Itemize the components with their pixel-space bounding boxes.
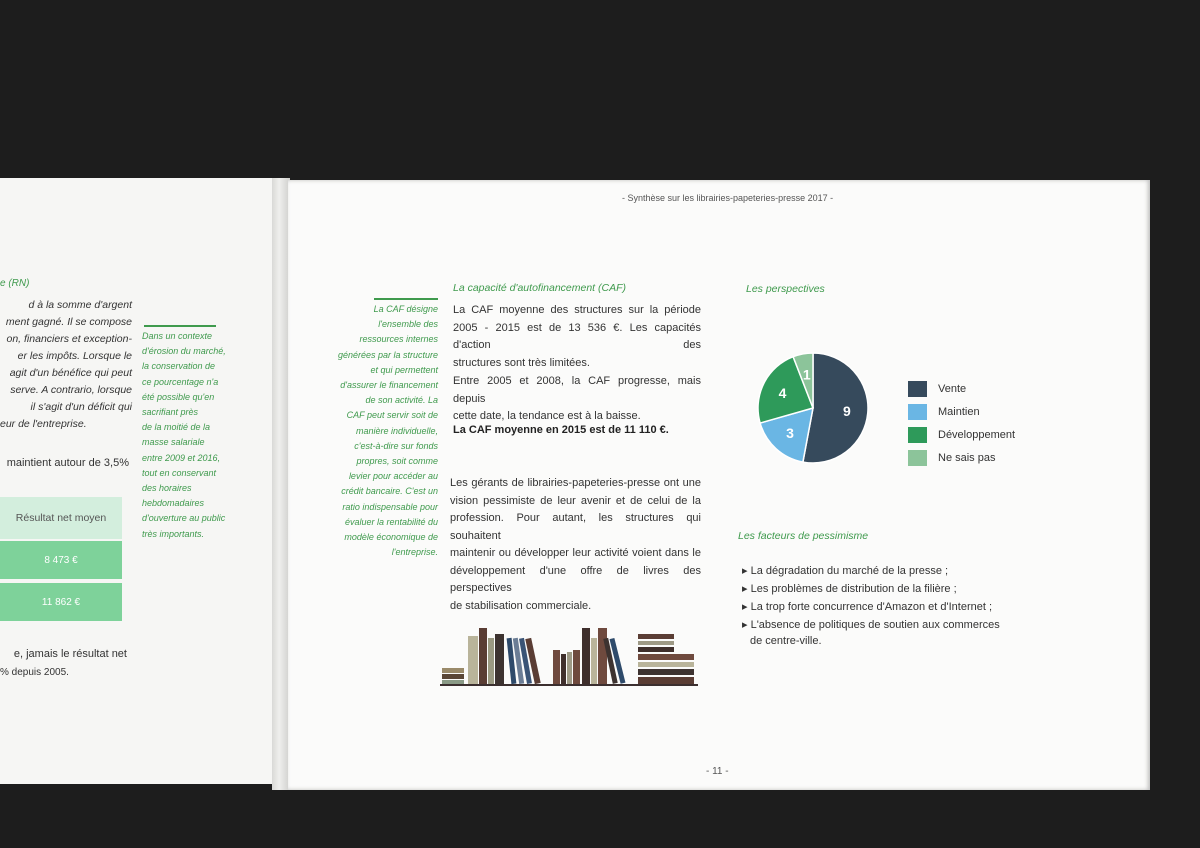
pessimisme-item-continuation: de centre-ville. [750, 635, 822, 647]
pessimisme-item-text: La dégradation du marché de la presse ; [750, 565, 949, 577]
left-maintient-line: maintient autour de 3,5% [6, 457, 129, 469]
caf-p1-line: La CAF moyenne des structures sur la période [453, 304, 701, 316]
caf-note-line: levier pour accéder au [348, 471, 438, 482]
perspectives-title: Les perspectives [746, 283, 825, 295]
margin-note-line: Dans un contexte [142, 331, 213, 341]
pessimisme-item [742, 618, 1000, 631]
caf-bold-statement: La CAF moyenne en 2015 est de 11 110 €. [453, 424, 669, 436]
margin-note-line: des horaires [142, 483, 192, 494]
caf-p3-line: de stabilisation commerciale. [450, 599, 592, 612]
caf-note-line: d'assurer le financement [340, 380, 438, 391]
caf-p2-line: cette date, la tendance est à la baisse. [453, 410, 641, 422]
result-table [0, 497, 122, 621]
margin-note-line: de la moitié de la [142, 422, 211, 433]
caf-title: La capacité d'autofinancement (CAF) [453, 282, 627, 294]
caf-note-line: et qui permettent [370, 364, 438, 375]
caf-p1-line: 2005 - 2015 est de 13 536 €. Les capacités d'action des [453, 321, 701, 351]
caf-paragraph-1 [453, 302, 701, 372]
caf-note-line: ratio indispensable pour [342, 501, 438, 512]
left-text-line: on, financiers et exception- [6, 333, 132, 345]
caf-note-line: crédit bancaire. C'est un [341, 486, 438, 497]
pie-data-label: 1 [802, 366, 811, 383]
result-table-cell: 8 473 € [0, 541, 122, 579]
caf-note-rule [374, 298, 438, 300]
bullet-icon: ▸ [742, 565, 748, 577]
page-number: - 11 - [706, 766, 729, 777]
legend-item-ne-sais-pas [908, 449, 995, 467]
margin-note-line: sacrifiant près [142, 407, 199, 418]
caf-note-line: La CAF désigne [373, 304, 438, 314]
left-section-title: e (RN) [0, 278, 30, 289]
result-table-header: Résultat net moyen [0, 497, 122, 539]
margin-note-line: la conservation de [142, 361, 216, 372]
legend-label: Vente [938, 383, 967, 395]
pessimisme-item-text: L'absence de politiques de soutien aux commerces [750, 619, 1000, 631]
legend-swatch [908, 427, 927, 443]
books-illustration [440, 624, 702, 690]
margin-note-line: très importants. [142, 528, 205, 539]
left-text-line: eur de l'entreprise. [0, 418, 87, 430]
caf-note-line: manière individuelle, [355, 425, 438, 436]
caf-p3-line: profession. Pour autant, les structures qui souhaitent [450, 512, 701, 542]
bullet-icon: ▸ [742, 619, 748, 631]
pessimisme-item-text: La trop forte concurrence d'Amazon et d'Internet ; [750, 601, 993, 613]
left-text-line: serve. A contrario, lorsque [10, 384, 132, 396]
caf-note-line: CAF peut servir soit de [346, 410, 438, 421]
bullet-icon: ▸ [742, 601, 748, 613]
left-text-line: il s'agit d'un déficit qui [30, 401, 132, 413]
perspectives-pie-chart [751, 346, 875, 470]
bullet-icon: ▸ [742, 583, 748, 595]
left-bottom-line: e, jamais le résultat net [13, 648, 127, 660]
caf-p3-line: développement d'une offre de livres des perspectives [450, 564, 701, 594]
legend-label: Développement [938, 429, 1016, 441]
margin-note-line: masse salariale [142, 437, 205, 448]
left-text-line: agit d'un bénéfice qui peut [9, 367, 132, 379]
margin-note-line: d'érosion du marché, [142, 346, 226, 357]
caf-note-line: modèle économique de [344, 532, 438, 543]
caf-note-line: c'est-à-dire sur fonds [354, 440, 438, 451]
caf-p1-line: structures sont très limitées. [453, 356, 590, 369]
margin-note-line: hebdomadaires [142, 498, 205, 509]
legend-item-maintien [908, 403, 980, 421]
caf-p3-line: vision pessimiste de leur avenir et de celui de la [450, 494, 701, 507]
pie-data-label: 9 [843, 403, 851, 420]
caf-note-line: l'ensemble des [378, 319, 438, 330]
legend-swatch [908, 450, 927, 466]
caf-p2-line: Entre 2005 et 2008, la CAF progresse, mais depuis [453, 375, 701, 405]
legend-label: Ne sais pas [938, 452, 996, 464]
caf-note-line: ressources internes [359, 334, 438, 345]
margin-note-line: d'ouverture au public [142, 513, 226, 524]
pessimisme-item [742, 582, 957, 595]
pessimisme-item-text: Les problèmes de distribution de la filière ; [750, 583, 957, 595]
caf-note-line: générées par la structure [337, 349, 438, 360]
left-text-line: d à la somme d'argent [28, 299, 132, 311]
legend-swatch [908, 381, 927, 397]
caf-p3-line: Les gérants de librairies-papeteries-presse ont une [450, 477, 701, 489]
legend-label: Maintien [938, 406, 980, 418]
running-header: - Synthèse sur les librairies-papeteries-presse 2017 - [622, 193, 834, 203]
caf-note-line: propres, soit comme [356, 456, 438, 467]
pessimisme-item [742, 564, 948, 577]
left-text-line: er les impôts. Lorsque le [17, 350, 132, 362]
margin-note-rule [144, 325, 216, 327]
left-text-line: ment gagné. Il se compose [5, 316, 132, 328]
legend-item-developpement [908, 426, 1015, 444]
pie-data-label: 3 [786, 425, 794, 442]
caf-p3-line: maintenir ou développer leur activité voient dans le [450, 547, 701, 559]
margin-note-line: ce pourcentage n'a [142, 376, 219, 387]
caf-paragraph-3 [450, 475, 701, 615]
caf-note-line: évaluer la rentabilité du [344, 516, 438, 527]
legend-item-vente [908, 380, 966, 398]
margin-note-erosion [142, 329, 242, 542]
caf-note-line: l'entreprise. [391, 547, 438, 558]
left-bottom-line: % depuis 2005. [0, 667, 69, 678]
margin-note-line: entre 2009 et 2016, [142, 452, 221, 463]
pie-data-label: 4 [778, 384, 787, 401]
caf-note-line: de son activité. La [365, 395, 438, 406]
pessimisme-title: Les facteurs de pessimisme [738, 530, 869, 542]
caf-margin-note [318, 302, 438, 560]
caf-paragraph-2 [453, 373, 701, 426]
result-table-cell: 11 862 € [0, 583, 122, 621]
pessimisme-item [742, 600, 992, 613]
margin-note-line: été possible qu'en [142, 391, 215, 402]
margin-note-line: tout en conservant [142, 467, 217, 478]
legend-swatch [908, 404, 927, 420]
